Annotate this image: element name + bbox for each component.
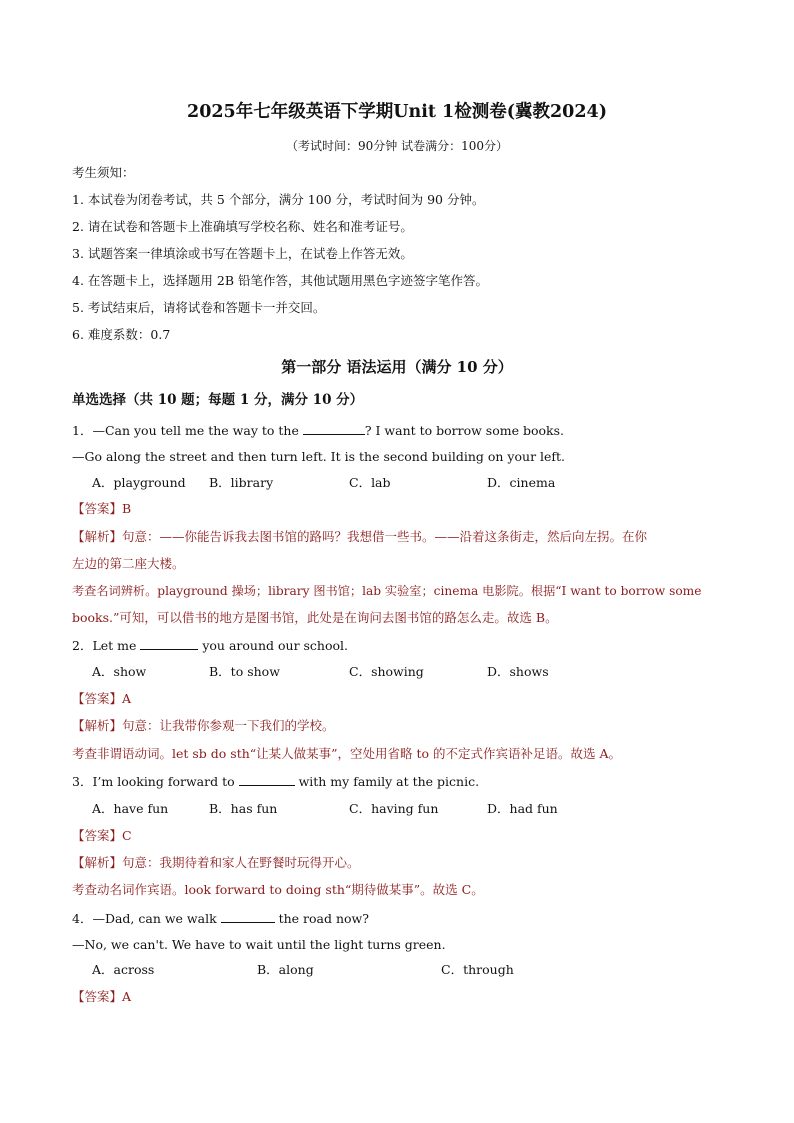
- stem-text: with my family at the picnic.: [294, 774, 480, 789]
- section-title: 第一部分 语法运用（满分 10 分）: [281, 358, 513, 376]
- notice-item: 2. 请在试卷和答题卡上准确填写学校名称、姓名和准考证号。: [72, 219, 413, 234]
- analysis-line: 左边的第二座大楼。: [72, 556, 185, 571]
- option-d: D．shows: [487, 664, 549, 679]
- option-d: D．had fun: [487, 801, 558, 816]
- question-stem-line2: —Go along the street and then turn left. It is the second building on your left.: [72, 449, 566, 464]
- analysis-tag: 【解析】: [72, 718, 123, 733]
- question-stem-line2: —No, we can't. We have to wait until the light turns green.: [72, 937, 446, 952]
- analysis-line: [72, 717, 722, 735]
- analysis-text: 句意：让我带你参观一下我们的学校。: [122, 718, 335, 733]
- option-b: B．has fun: [209, 801, 278, 816]
- option-d: D．cinema: [487, 475, 556, 490]
- option-a: A．across: [92, 962, 155, 977]
- analysis-line: 考查动名词作宾语。look forward to doing sth“期待做某事”。故选 C。: [72, 882, 484, 897]
- option-b: B．along: [257, 962, 314, 977]
- option-a: A．show: [92, 664, 147, 679]
- option-c: C．lab: [349, 475, 391, 490]
- stem-text: 4．—Dad, can we walk: [72, 911, 221, 926]
- answer-blank: [239, 772, 295, 786]
- stem-text: 1．—Can you tell me the way to the: [72, 423, 303, 438]
- answer-label: 【答案】B: [72, 501, 132, 516]
- question-stem: [72, 636, 722, 655]
- answer-blank: [303, 421, 365, 435]
- notice-item: 4. 在答题卡上，选择题用 2B 铅笔作答，其他试题用黑色字迹签字笔作答。: [72, 273, 488, 288]
- option-c: C．showing: [349, 664, 424, 679]
- option-b: B．to show: [209, 664, 280, 679]
- analysis-text: 句意：我期待着和家人在野餐时玩得开心。: [122, 855, 360, 870]
- analysis-line: 考查非谓语动词。let sb do sth“让某人做某事”，空处用省略 to 的不定式作宾语补足语。故选 A。: [72, 746, 622, 761]
- notice-item: 3. 试题答案一律填涂或书写在答题卡上，在试卷上作答无效。: [72, 246, 413, 261]
- answer-label: 【答案】A: [72, 691, 132, 706]
- question-stem: [72, 421, 722, 440]
- stem-text: 3．I’m looking forward to: [72, 774, 239, 789]
- stem-text: 2．Let me: [72, 638, 141, 653]
- answer-label: 【答案】C: [72, 828, 132, 843]
- analysis-line: [72, 528, 722, 546]
- analysis-line: books.”可知，可以借书的地方是图书馆，此处是在询问去图书馆的路怎么走。故选 B。: [72, 610, 558, 625]
- analysis-line: 考查名词辨析。playground 操场；library 图书馆；lab 实验室；cinema 电影院。根据“I want to borrow some: [72, 584, 702, 598]
- notice-item: 6. 难度系数：0.7: [72, 327, 171, 342]
- document-title: 2025年七年级英语下学期Unit 1检测卷(冀教2024): [187, 102, 607, 122]
- analysis-line: [72, 854, 722, 872]
- answer-blank: [140, 636, 198, 650]
- question-stem: [72, 909, 722, 928]
- stem-text: the road now?: [274, 911, 369, 926]
- notice-heading: 考生须知：: [72, 165, 135, 180]
- answer-blank: [221, 909, 275, 923]
- analysis-text: 句意：——你能告诉我去图书馆的路吗？我想借一些书。——沿着这条街走，然后向左拐。在你: [122, 529, 648, 544]
- analysis-tag: 【解析】: [72, 529, 123, 544]
- question-stem: [72, 772, 722, 791]
- answer-label: 【答案】A: [72, 989, 132, 1004]
- option-c: C．having fun: [349, 801, 439, 816]
- notice-item: 1. 本试卷为闭卷考试，共 5 个部分，满分 100 分，考试时间为 90 分钟。: [72, 192, 485, 207]
- notice-item: 5. 考试结束后，请将试卷和答题卡一并交回。: [72, 300, 326, 315]
- document-subtitle: （考试时间：90分钟 试卷满分：100分）: [286, 139, 508, 153]
- option-a: A．playground: [92, 475, 186, 490]
- part-title: 单选选择（共 10 题；每题 1 分，满分 10 分）: [72, 392, 364, 408]
- stem-text: ? I want to borrow some books.: [364, 423, 564, 438]
- stem-text: you around our school.: [198, 638, 349, 653]
- option-b: B．library: [209, 475, 274, 490]
- option-c: C．through: [441, 962, 514, 977]
- option-a: A．have fun: [92, 801, 169, 816]
- analysis-tag: 【解析】: [72, 855, 123, 870]
